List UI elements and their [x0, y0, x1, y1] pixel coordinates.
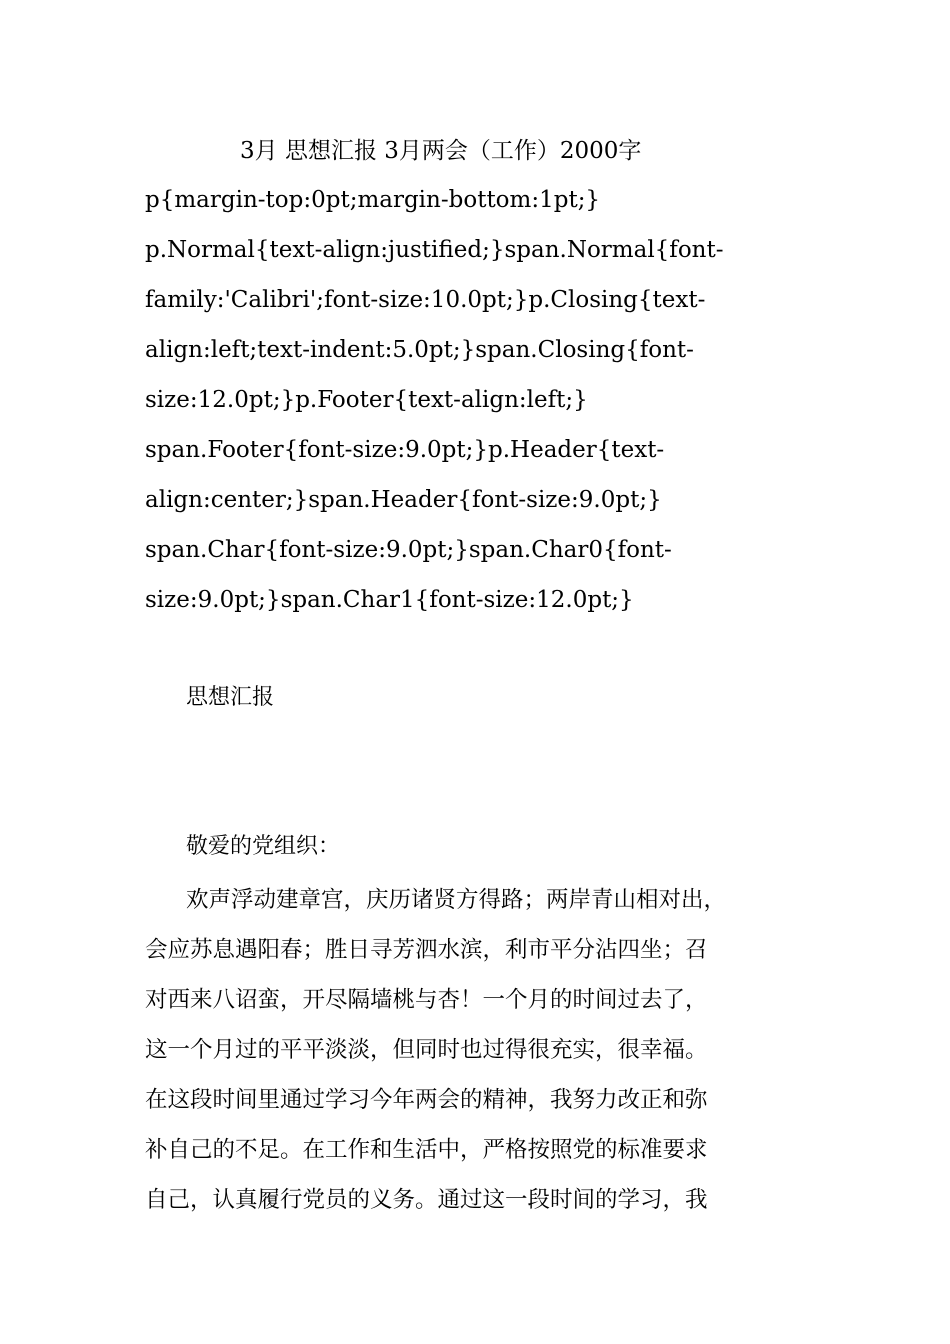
css-line: align:center;}span.Header{font-size:9.0pt;} [145, 487, 662, 513]
body-line: 自己，认真履行党员的义务。通过这一段时间的学习，我 [145, 1187, 708, 1213]
salutation: 敬爱的党组织： [186, 834, 341, 859]
css-line: size:12.0pt;}p.Footer{text-align:left;} [145, 387, 588, 413]
css-code-text [145, 175, 825, 625]
body-line: 对西来八诏蛮，开尽隔墙桃与杏！一个月的时间过去了， [145, 987, 708, 1013]
css-line: span.Char{font-size:9.0pt;}span.Char0{font- [145, 537, 672, 563]
body-line: 这一个月过的平平淡淡，但同时也过得很充实，很幸福。 [145, 1037, 708, 1063]
css-line: family:'Calibri';font-size:10.0pt;}p.Closing{text- [145, 287, 706, 313]
body-line: 补自己的不足。在工作和生活中，严格按照党的标准要求 [145, 1137, 708, 1163]
body-paragraph [145, 875, 825, 1225]
document-title: 3月 思想汇报 3月两会（工作）2000字 [240, 138, 642, 164]
css-line: align:left;text-indent:5.0pt;}span.Closing{font- [145, 337, 694, 363]
body-line: 在这段时间里通过学习今年两会的精神，我努力改正和弥 [145, 1087, 708, 1113]
body-line: 欢声浮动建章宫，庆历诸贤方得路；两岸青山相对出， [186, 887, 727, 913]
css-line: p{margin-top:0pt;margin-bottom:1pt;} [145, 187, 601, 213]
section-heading: 思想汇报 [186, 685, 275, 710]
css-line: span.Footer{font-size:9.0pt;}p.Header{text- [145, 437, 665, 463]
css-line: size:9.0pt;}span.Char1{font-size:12.0pt;} [145, 587, 634, 613]
body-line: 会应苏息遇阳春；胜日寻芳泗水滨，利市平分沾四坐；召 [145, 937, 708, 963]
css-line: p.Normal{text-align:justified;}span.Normal{font- [145, 237, 724, 263]
